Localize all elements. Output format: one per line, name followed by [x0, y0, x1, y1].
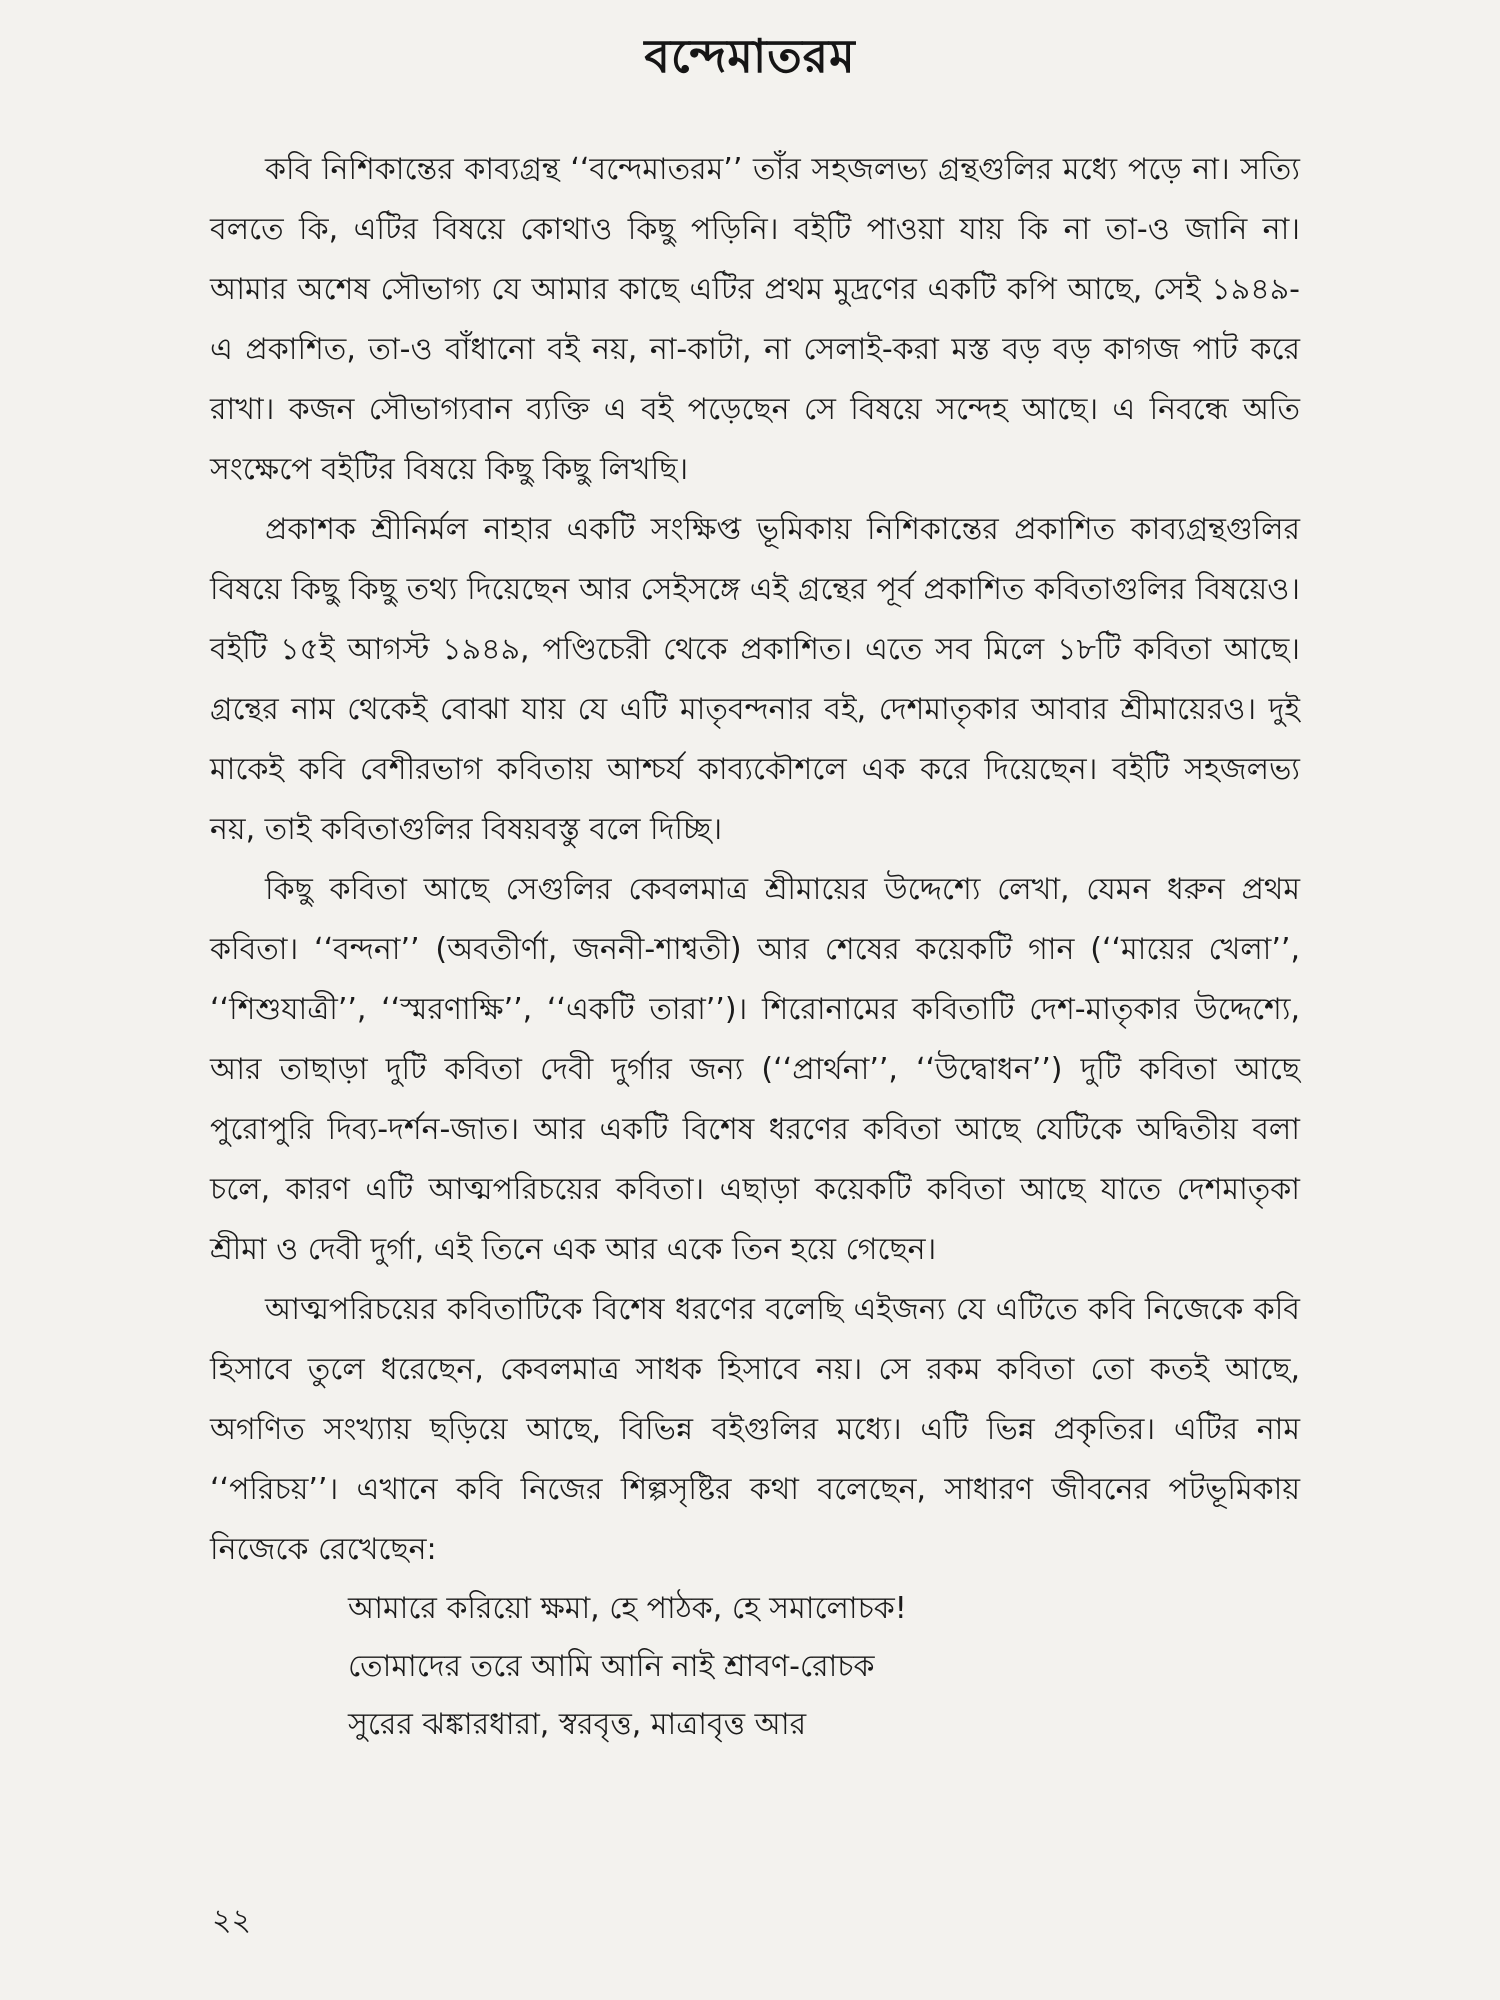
paragraph-4: আত্মপরিচয়ের কবিতাটিকে বিশেষ ধরণের বলেছি এইজন্য যে এটিতে কবি নিজেকে কবি হিসাবে তুলে ধরেছেন, কেবলমাত্র সাধক হিসাবে নয়। সে রকম কবিতা তো কতই আছে, অগণিত সংখ্যায় ছড়িয়ে আছে, বিভিন্ন বইগুলির মধ্যে। এটি ভিন্ন প্রকৃতির। এটির নাম ‘‘পরিচয়’’। এখানে কবি নিজের শিল্পসৃষ্টির কথা বলেছেন, সাধারণ জীবনের পটভূমিকায় নিজেকে রেখেছেন:: [210, 1292, 1300, 1567]
paragraph-3: কিছু কবিতা আছে সেগুলির কেবলমাত্র শ্রীমায়ের উদ্দেশ্যে লেখা, যেমন ধরুন প্রথম কবিতা। ‘‘বন্দনা’’ (অবতীর্ণা, জননী-শাশ্বতী) আর শেষের কয়েকটি গান (‘‘মায়ের খেলা’’, ‘‘শিশুযাত্রী’’, ‘‘স্মরণাক্ষি’’, ‘‘একটি তারা’’)। শিরোনামের কবিতাটি দেশ-মাতৃকার উদ্দেশ্যে, আর তাছাড়া দুটি কবিতা দেবী দুর্গার জন্য (‘‘প্রার্থনা’’, ‘‘উদ্বোধন’’) দুটি কবিতা আছে পুরোপুরি দিব্য-দর্শন-জাত। আর একটি বিশেষ ধরণের কবিতা আছে যেটিকে অদ্বিতীয় বলা চলে, কারণ এটি আত্মপরিচয়ের কবিতা। এছাড়া কয়েকটি কবিতা আছে যাতে দেশমাতৃকা শ্রীমা ও দেবী দুর্গা, এই তিনে এক আর একে তিন হয়ে গেছেন।: [210, 872, 1300, 1267]
article-body: [210, 140, 1300, 1754]
page-number: ২২: [212, 1903, 252, 1938]
verse-line-1: আমারে করিয়ো ক্ষমা, হে পাঠক, হে সমালোচক!: [348, 1591, 907, 1626]
paragraph-1: কবি নিশিকান্তের কাব্যগ্রন্থ ‘‘বন্দেমাতরম’’ তাঁর সহজলভ্য গ্রন্থগুলির মধ্যে পড়ে না। সত্যি বলতে কি, এটির বিষয়ে কোথাও কিছু পড়িনি। বইটি পাওয়া যায় কি না তা-ও জানি না। আমার অশেষ সৌভাগ্য যে আমার কাছে এটির প্রথম মুদ্রণের একটি কপি আছে, সেই ১৯৪৯- এ প্রকাশিত, তা-ও বাঁধানো বই নয়, না-কাটা, না সেলাই-করা মস্ত বড় বড় কাগজ পাট করে রাখা। কজন সৌভাগ্যবান ব্যক্তি এ বই পড়েছেন সে বিষয়ে সন্দেহ আছে। এ নিবন্ধে অতি সংক্ষেপে বইটির বিষয়ে কিছু কিছু লিখছি।: [210, 152, 1300, 487]
verse-line-2: তোমাদের তরে আমি আনি নাই শ্রাবণ-রোচক: [348, 1649, 875, 1684]
verse-line-3: সুরের ঝঙ্কারধারা, স্বরবৃত্ত, মাত্রাবৃত্ত আর: [348, 1707, 807, 1742]
verse-quote: [210, 1580, 1300, 1754]
paragraph-2: প্রকাশক শ্রীনির্মল নাহার একটি সংক্ষিপ্ত ভূমিকায় নিশিকান্তের প্রকাশিত কাব্যগ্রন্থগুলির বিষয়ে কিছু কিছু তথ্য দিয়েছেন আর সেইসঙ্গে এই গ্রন্থের পূর্ব প্রকাশিত কবিতাগুলির বিষয়েও। বইটি ১৫ই আগস্ট ১৯৪৯, পণ্ডিচেরী থেকে প্রকাশিত। এতে সব মিলে ১৮টি কবিতা আছে। গ্রন্থের নাম থেকেই বোঝা যায় যে এটি মাতৃবন্দনার বই, দেশমাতৃকার আবার শ্রীমায়েরও। দুই মাকেই কবি বেশীরভাগ কবিতায় আশ্চর্য কাব্যকৌশলে এক করে দিয়েছেন। বইটি সহজলভ্য নয়, তাই কবিতাগুলির বিষয়বস্তু বলে দিচ্ছি।: [210, 512, 1300, 847]
page-title: বন্দেমাতরম: [644, 29, 856, 83]
